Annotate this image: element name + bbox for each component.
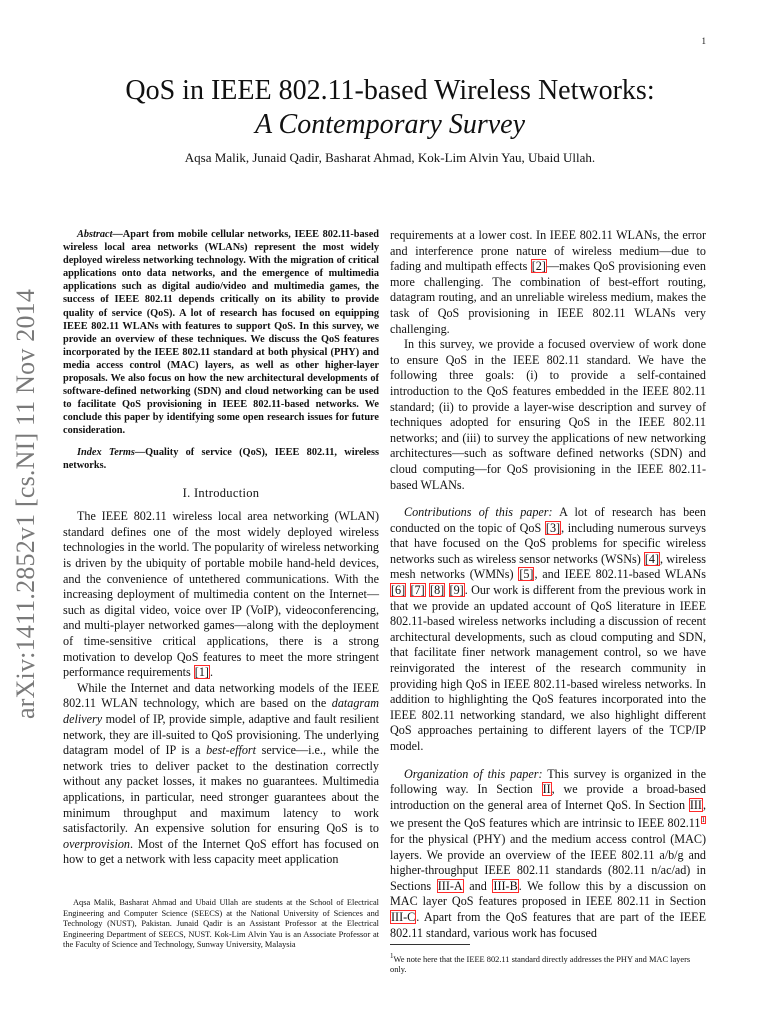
- paragraph-gap: [390, 755, 706, 767]
- right-paragraph-1: [390, 228, 706, 337]
- right-paragraph-2: In this survey, we provide a focused overview of work done to ensure QoS in the IEEE 802.11 standard. We have the following three goals: (i) to provide a self-contained introduction to the QoS features embedded in the IEEE 802.11 standard; (ii) to provide a layer-wise description and survey of techniques adopted for ensuring QoS in the IEEE 802.11 networks; and (iii) to survey the applications of new networking architectures—such as software defined networks (SDN) and cloud computing—for QoS provisioning in the IEEE 802.11-based WLANs.: [390, 337, 706, 492]
- text-run: . Apart from the QoS features that are part of the IEEE 802.11 standard, various work has focused: [390, 909, 706, 940]
- citation-link[interactable]: [3]: [545, 520, 561, 535]
- index-terms: [63, 446, 379, 472]
- text-run: While the Internet and data networking models of the IEEE 802.11 WLAN technology, which are based on the: [63, 680, 379, 711]
- footnote-1: [390, 951, 706, 976]
- title-line-1: QoS in IEEE 802.11-based Wireless Networks:: [125, 75, 655, 106]
- text-run: A lot of research has been conducted on the topic of QoS: [390, 505, 706, 535]
- text-run: , we present the QoS features which are intrinsic to IEEE 802.11: [390, 797, 706, 831]
- footnote-text: We note here that the IEEE 802.11 standard directly addresses the PHY and MAC layers only.: [390, 954, 691, 975]
- author-list: Aqsa Malik, Junaid Qadir, Basharat Ahmad, Kok-Lim Alvin Yau, Ubaid Ullah.: [184, 150, 596, 165]
- footnote-rule: [390, 944, 470, 945]
- right-column: [390, 228, 706, 941]
- organization-heading: Organization of this paper:: [404, 766, 543, 781]
- text-run: —makes QoS provisioning even more challenging. The combination of best-effort routing, datagram routing, and an unreliable wireless medium, makes the task of QoS provisioning in IEEE 802.11 WLANs very challenging.: [390, 259, 706, 336]
- page-number: 1: [701, 36, 706, 46]
- text-run: This survey is organized in the following way. In Section: [390, 766, 707, 797]
- section-link[interactable]: III: [689, 797, 702, 812]
- contributions-heading: Contributions of this paper:: [404, 505, 553, 520]
- text-run: service—i.e., while the network tries to deliver packet to the destination correctly without any packet losses, it makes no guarantees. Multimedia applications, in particular, need stronger guarantees about the minimum throughput and maximum latency to work satisfactorily. An expensive solution for ensuring QoS is to: [63, 743, 380, 836]
- footnote-link[interactable]: 1: [701, 816, 705, 825]
- text-run: , and IEEE 802.11-based WLANs: [534, 567, 706, 582]
- intro-paragraph-1: [63, 509, 379, 681]
- text-run: requirements at a lower cost. In IEEE 802.11 WLANs, the error and interference prone nature of wireless medium—due to fading and multipath effects: [390, 228, 706, 274]
- abstract: [63, 228, 379, 438]
- citation-link[interactable]: [2]: [531, 259, 546, 274]
- left-column: [63, 228, 379, 868]
- organization-paragraph: [390, 767, 706, 942]
- text-run: , we provide a broad-based introduction on the general area of Internet QoS. In Section: [390, 782, 706, 812]
- text-run: model of IP, provide simple, adaptive and fault resilient network, they are ill-suited to QoS provisioning. The underlying datagram model of IP is a: [63, 712, 379, 758]
- arxiv-stamp-text: arXiv:1411.2852v1 [cs.NI] 11 Nov 2014: [11, 288, 41, 720]
- text-run: . Most of the Internet QoS effort has focused on how to get a network with less capacity meet application: [63, 836, 379, 867]
- citation-link[interactable]: [4]: [644, 551, 660, 566]
- index-terms-text: —Quality of service (QoS), IEEE 802.11, wireless networks.: [63, 446, 379, 471]
- section-link[interactable]: II: [542, 782, 551, 797]
- contributions-paragraph: [390, 505, 706, 755]
- text-run: . We follow this by a discussion on MAC layer QoS features proposed in IEEE 802.11 in Section: [390, 878, 706, 909]
- phy-mac-footnote: [390, 944, 706, 976]
- text-run: and: [463, 878, 493, 893]
- emphasis: best-effort: [206, 743, 256, 758]
- text-run: , wireless mesh networks (WMNs): [390, 551, 706, 582]
- paragraph-gap: [390, 493, 706, 505]
- index-terms-label: Index Terms: [77, 446, 135, 458]
- citation-link[interactable]: [5]: [519, 567, 534, 582]
- text-run: The IEEE 802.11 wireless local area networking (WLAN) standard defines one of the most widely deployed wireless technologies in the world. The popularity of wireless networking is driven by the ubiquity of portable mobile hand-held devices, and the convenience of untethered communications. With the increasing deployment of multimedia content on the Internet—such as digital video, voice over IP (VoIP), videoconferencing, and multi-player networked games—along with the deployment of time-sensitive critical applications, there is a strong motivation to develop QoS features to meet the more stringent performance requirements: [63, 509, 379, 680]
- arxiv-stamp: [4, 283, 48, 725]
- emphasis: overprovision: [63, 836, 130, 851]
- emphasis: datagram delivery: [63, 696, 379, 726]
- citation-link[interactable]: [9]: [449, 583, 464, 598]
- citation-link[interactable]: [6]: [391, 583, 406, 598]
- text-run: .: [209, 665, 213, 680]
- section-link[interactable]: III-C: [391, 909, 416, 924]
- citation-link[interactable]: [7]: [410, 583, 425, 598]
- abstract-text: —Apart from mobile cellular networks, IEEE 802.11-based wireless local area networks (WLANs) represent the most widely deployed wireless networking technology. With the migration of critical applications onto data networks, and the emergence of multimedia applications such as digital audio/video and multimedia games, the success of IEEE 802.11 depends critically on its ability to provide quality of service (QoS). A lot of research has focused on equipping IEEE 802.11 WLANs with features to support QoS. In this survey, we provide an overview of these techniques. We discuss the QoS features incorporated by the IEEE 802.11 standard at both physical (PHY) and media access control (MAC) layers, as well as other higher-layer proposals. We also focus on how the new architectural developments of software-defined networking (SDN) and cloud networking can be used to facilitate QoS provisioning in IEEE 802.11-based networks. We conclude this paper by identifying some open research issues for future consideration.: [63, 229, 379, 437]
- footnote-mark: 1: [390, 952, 394, 960]
- text-run: , including numerous surveys that have focused on the QoS problems for specific wireless networks such as wireless sensor networks (WSNs): [390, 520, 706, 566]
- intro-paragraph-2: [63, 681, 379, 868]
- text-run: for the physical (PHY) and the medium access control (MAC) layers. We provide an overview of the IEEE 802.11 a/b/g and higher-throughput IEEE 802.11 standards (802.11 n/ac/ad) in Sections: [390, 832, 706, 893]
- citation-link[interactable]: [8]: [430, 583, 445, 598]
- section-link[interactable]: III-B: [493, 878, 518, 893]
- section-link[interactable]: III-A: [437, 878, 463, 893]
- paper-title: [60, 74, 720, 142]
- title-line-2: A Contemporary Survey: [254, 109, 526, 140]
- abstract-label: Abstract: [77, 229, 113, 240]
- affiliation-footnote: Aqsa Malik, Basharat Ahmad and Ubaid Ullah are students at the School of Electrical Engineering and Computer Science (SEECS) at the National University of Sciences and Technology (NUST), Pakistan. Junaid Qadir is an Assistant Professor at the Electrical Engineering Department of SEECS, NUST. Kok-Lim Alvin Yau is an Associate Professor at the Faculty of Science and Technology, Sunway University, Malaysia: [63, 898, 379, 949]
- text-run: . Our work is different from the previous work in that we provide an updated account of QoS literature in IEEE 802.11-based wireless networks including a discussion of recent architectural developments, such as cloud computing and SDN, that facilitate finer network management control, so we have reinvigorated the interest of the research community in providing high QoS in IEEE 802.11-based wireless networks. In addition to highlighting the QoS features incorporated into the IEEE 802.11 networking standard, we also highlight different QoS approaches pertaining to different layers of the TCP/IP model.: [390, 583, 706, 753]
- section-heading-introduction: I. Introduction: [182, 485, 260, 500]
- citation-link[interactable]: [1]: [194, 665, 209, 680]
